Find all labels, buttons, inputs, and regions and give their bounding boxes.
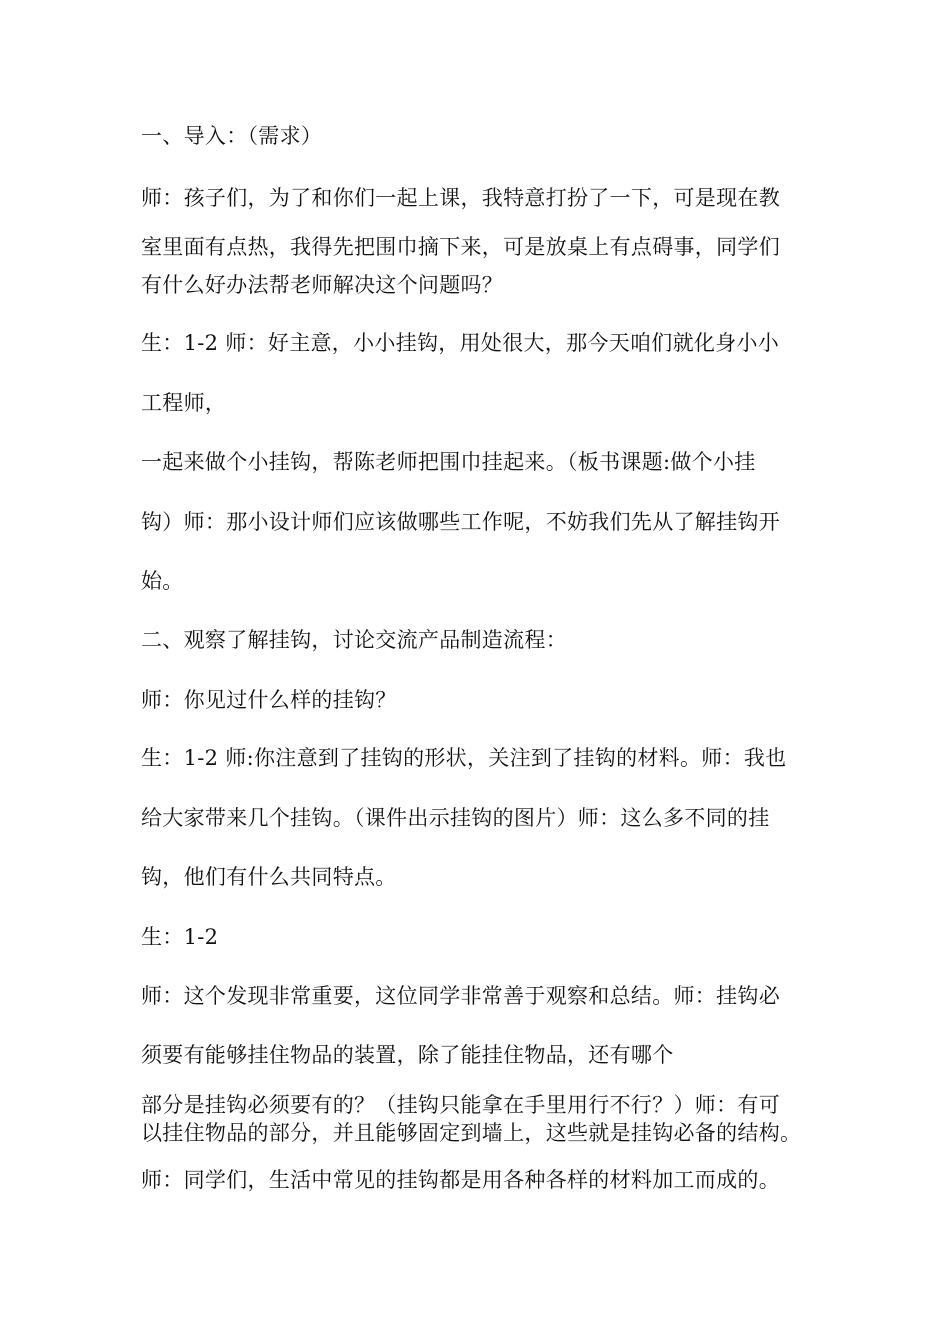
paragraph-line: 给大家带来几个挂钩。（课件出示挂钩的图片）师：这么多不同的挂 — [141, 806, 770, 830]
paragraph-line: 师：同学们，生活中常见的挂钩都是用各种各样的材料加工而成的。 — [141, 1168, 780, 1192]
paragraph-line: 有什么好办法帮老师解决这个问题吗？ — [141, 273, 504, 297]
paragraph-line: 部分是挂钩必须要有的？（挂钩只能拿在手里用行不行？）师：有可 — [141, 1093, 780, 1117]
paragraph-line: 以挂住物品的部分，并且能够固定到墙上，这些就是挂钩必备的结构。 — [141, 1121, 802, 1145]
paragraph-line: 生：1-2 师:你注意到了挂钩的形状，关注到了挂钩的材料。师：我也 — [141, 746, 787, 770]
paragraph-line: 始。 — [141, 569, 184, 593]
paragraph-line: 师：这个发现非常重要，这位同学非常善于观察和总结。师：挂钩必 — [141, 984, 780, 1008]
paragraph-line: 师：你见过什么样的挂钩？ — [141, 688, 397, 712]
paragraph-line: 一起来做个小挂钩，帮陈老师把围巾挂起来。（板书课题:做个小挂 — [141, 450, 756, 474]
paragraph-line: 钩）师：那小设计师们应该做哪些工作呢，不妨我们先从了解挂钩开 — [141, 510, 780, 534]
paragraph-line: 生：1-2 — [141, 925, 219, 949]
paragraph-line: 生：1-2 师：好主意，小小挂钩，用处很大，那今天咱们就化身小小 — [141, 331, 780, 355]
section-heading-intro: 一、导入：（需求） — [141, 124, 323, 148]
paragraph-line: 钩，他们有什么共同特点。 — [141, 865, 397, 889]
paragraph-line: 工程师， — [141, 391, 227, 415]
section-heading-observe: 二、观察了解挂钩，讨论交流产品制造流程： — [141, 628, 567, 652]
paragraph-line: 须要有能够挂住物品的装置，除了能挂住物品，还有哪个 — [141, 1043, 674, 1067]
paragraph-line: 室里面有点热，我得先把围巾摘下来，可是放桌上有点碍事，同学们 — [141, 235, 780, 259]
paragraph-line: 师：孩子们，为了和你们一起上课，我特意打扮了一下，可是现在教 — [141, 186, 780, 210]
